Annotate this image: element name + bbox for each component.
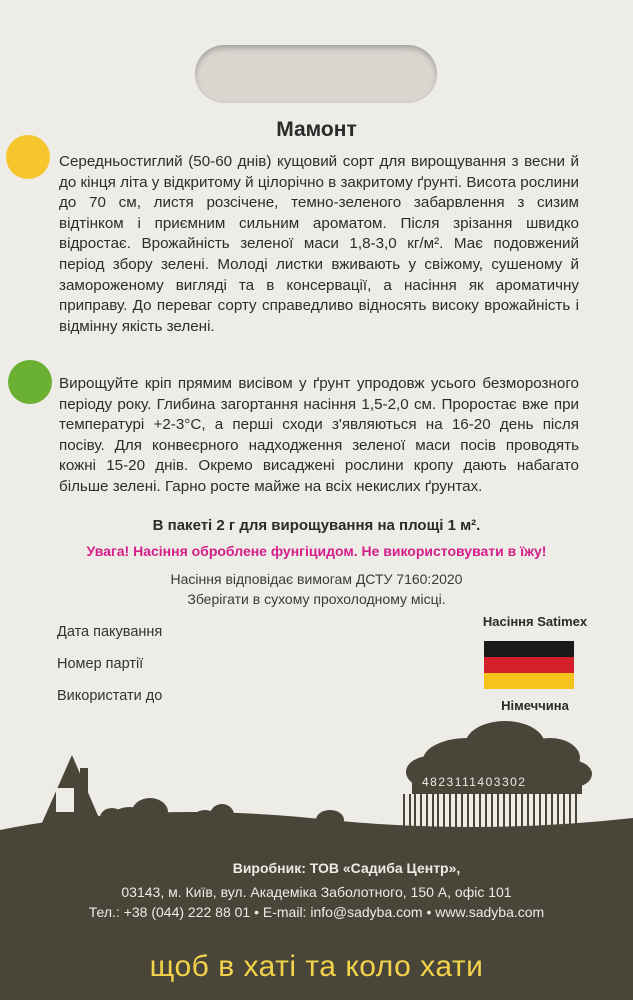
germany-flag-icon [484, 641, 574, 689]
yellow-dot-icon [6, 135, 50, 179]
hang-hole [195, 45, 437, 103]
manufacturer-contacts: Тел.: +38 (044) 222 88 01 • E-mail: info@sadyba.com • www.sadyba.com [88, 904, 545, 920]
manufacturer-address: 03143, м. Київ, вул. Академіка Заболотного, 150 А, офіс 101 [121, 884, 512, 900]
house-icon [30, 755, 102, 850]
variety-description: Середньостиглий (50-60 днів) кущовий сорт для вирощування з весни й до кінця літа у відкритому й цілорічно в закритому ґрунті. Висота рослини до 70 см, листя розсічене, темно-зеленого забарвлення з сизим відтінком і приємним сильним ароматом. Після зрізання швидко відростає. Врожайність зеленої маси 1,8-3,0 кг/м². Має подовжений період збору зелені. Молоді листки вживають у свіжому, сушеному й замороженому вигляді та в консервації, а насіння як ароматичну приправу. До переваг сорту справедливо відносять високу врожайність і відмінну якість зелені. [59, 153, 580, 335]
manufacturer-name: Виробник: ТОВ «Садиба Центр», [232, 860, 461, 876]
batch-label: Номер партії [57, 656, 144, 672]
brand-label: Насіння Satimex [482, 614, 588, 629]
warning-text: Увага! Насіння оброблене фунгіцидом. Не використовувати в їжу! [86, 543, 547, 559]
package-info: В пакеті 2 г для вирощування на площі 1 м². [152, 517, 481, 534]
standard-text: Насіння відповідає вимогам ДСТУ 7160:2020 [170, 571, 463, 587]
use-by-label: Використати до [57, 688, 163, 704]
product-title: Мамонт [276, 118, 357, 141]
barcode-number: 4823111403302 [422, 775, 527, 789]
country-label: Німеччина [501, 698, 569, 713]
growing-instructions: Вирощуйте кріп прямим висівом у ґрунт упродовж усього безморозного періоду року. Глибина загортання насіння 1,5-2,0 см. Проростає вже при температурі +2-3°С, а перші сходи з'являються на 16-20 день після посіву. Для конвеєрного надходження зеленої маси посів проводять кожні 15-20 днів. Окремо висаджені рослини кропу дають набагато більше зелені. Гарно росте майже на всіх некислих ґрунтах. [59, 375, 579, 495]
slogan: щоб в хаті та коло хати [149, 950, 484, 983]
storage-text: Зберігати в сухому прохолодному місці. [187, 591, 446, 607]
green-dot-icon [8, 360, 52, 404]
pack-date-label: Дата пакування [57, 624, 163, 640]
